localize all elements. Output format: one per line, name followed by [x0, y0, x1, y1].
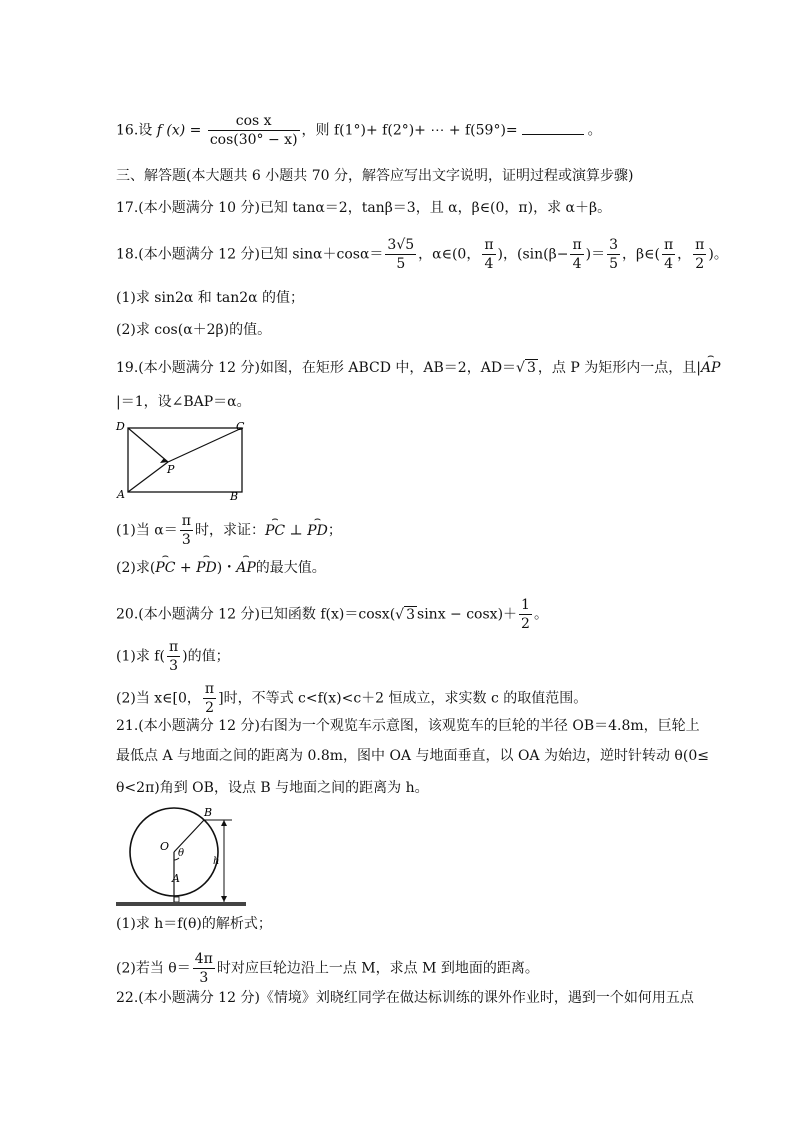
fraction: $\frac{\pi}{3}$ — [168, 639, 179, 674]
q20-part1: (1)求 f( $\frac{\pi}{3}$ )的值； — [116, 639, 230, 674]
q18-part2: (2)求 cos(α＋2β)的值。 — [116, 322, 272, 338]
sqrt: √ 3 — [516, 360, 536, 376]
fraction: $\frac{\pi}{2}$ — [204, 681, 215, 716]
q19-part2: (2)求(⌢ PC + ⌢ PD)・⌢ AP的最大值。 — [116, 558, 326, 578]
fraction: $\frac{\pi}{2}$ — [695, 237, 705, 272]
q21-part1: (1)求 h＝f(θ)的解析式； — [116, 916, 272, 932]
label-h: h — [213, 856, 220, 867]
ferris-wheel-figure — [116, 806, 246, 908]
q20-part2: (2)当 x∈[0， $\frac{\pi}{2}$ ]时，不等式 c<f(x)<c＋2 恒成立，求实数 c 的取值范围。 — [116, 681, 588, 716]
label-a: A — [117, 488, 125, 501]
question-21-line2: 最低点 A 与地面之间的距离为 0.8m，图中 OA 与地面垂直，以 OA 为始边，逆时针转动 θ(0≤ — [116, 748, 709, 764]
label-d: D — [116, 420, 125, 433]
question-22: 22.(本小题满分 12 分)《情境》刘晓红同学在做达标训练的课外作业时，遇到一个如何用五点 — [116, 990, 694, 1006]
question-16: 16.设 f (x) = $\frac{\text{cos x}}{\cos(30^\circ - x)}$ ，则 f(1°)+ f(2°)+ ⋯ + f(59°)= 。 — [116, 113, 602, 148]
label-p: P — [167, 463, 175, 476]
fraction: $\frac{\pi}{3}$ — [181, 513, 191, 548]
label-o: O — [160, 840, 170, 853]
fraction: $\frac{3}{5}$ — [609, 237, 619, 272]
label-c: C — [236, 420, 245, 433]
answer-blank — [522, 120, 584, 135]
question-20: 20.(本小题满分 12 分)已知函数 f(x)＝cosx(√ 3 sinx − cosx)＋ $\frac{1}{2}$ 。 — [116, 597, 548, 632]
fraction: $\frac{\pi}{4}$ — [663, 237, 674, 272]
question-19-cont: |＝1，设∠BAP＝α。 — [116, 394, 251, 410]
label-theta: θ — [178, 848, 185, 859]
question-21-line3: θ<2π)角到 OB，设点 B 与地面之间的距离为 h。 — [116, 780, 429, 796]
q21-part2: (2)若当 θ＝ $\frac{4\pi}{3}$ 时对应巨轮边沿上一点 M，求点 M 到地面的距离。 — [116, 951, 539, 986]
fraction: $\frac{\text{cos x}}{\cos(30^\circ - x)}$ — [209, 113, 298, 148]
fraction: $\frac{1}{2}$ — [521, 597, 530, 632]
fraction: $\frac{\pi}{4}$ — [572, 237, 582, 272]
fraction: $\frac{4\pi}{3}$ — [194, 951, 213, 986]
q19-part1: (1)当 α＝ $\frac{\pi}{3}$ 时，求证：⌢ PC ⊥ ⌢ PD； — [116, 512, 342, 549]
sqrt: √ 3 — [395, 606, 416, 623]
section-heading: 三、解答题(本大题共 6 小题共 70 分，解答应写出文字说明，证明过程或演算步骤) — [116, 168, 634, 184]
question-18: 18.(本小题满分 12 分)已知 sinα＋cosα＝ $\frac{3√5}{5}$ ，α∈(0， $\frac{\pi}{4}$ )，(sin(β− $\frac{\pi}{4}$ )＝ $\frac{3}{5}$ ，β∈( $\frac{\pi}{4}$ ， $\frac{\pi}{2}$ )。 — [116, 237, 728, 272]
label-b: B — [204, 806, 213, 819]
q18-part1: (1)求 sin2α 和 tan2α 的值； — [116, 290, 305, 306]
label-a: A — [172, 872, 180, 885]
fraction: $\frac{\pi}{4}$ — [484, 237, 494, 272]
question-19: 19.(本小题满分 12 分)如图，在矩形 ABCD 中，AB＝2，AD＝√ 3 ，点 P 为矩形内一点，且|⌢ AP — [116, 358, 720, 378]
rectangle-figure — [112, 418, 252, 502]
label-b: B — [230, 490, 239, 502]
question-21-line1: 21.(本小题满分 12 分)右图为一个观览车示意图，该观览车的巨轮的半径 OB＝4.8m，巨轮上 — [116, 718, 700, 734]
question-17: 17.(本小题满分 10 分)已知 tanα＝2，tanβ＝3，且 α，β∈(0，π)，求 α＋β。 — [116, 200, 612, 216]
fraction: $\frac{3√5}{5}$ — [387, 237, 415, 272]
